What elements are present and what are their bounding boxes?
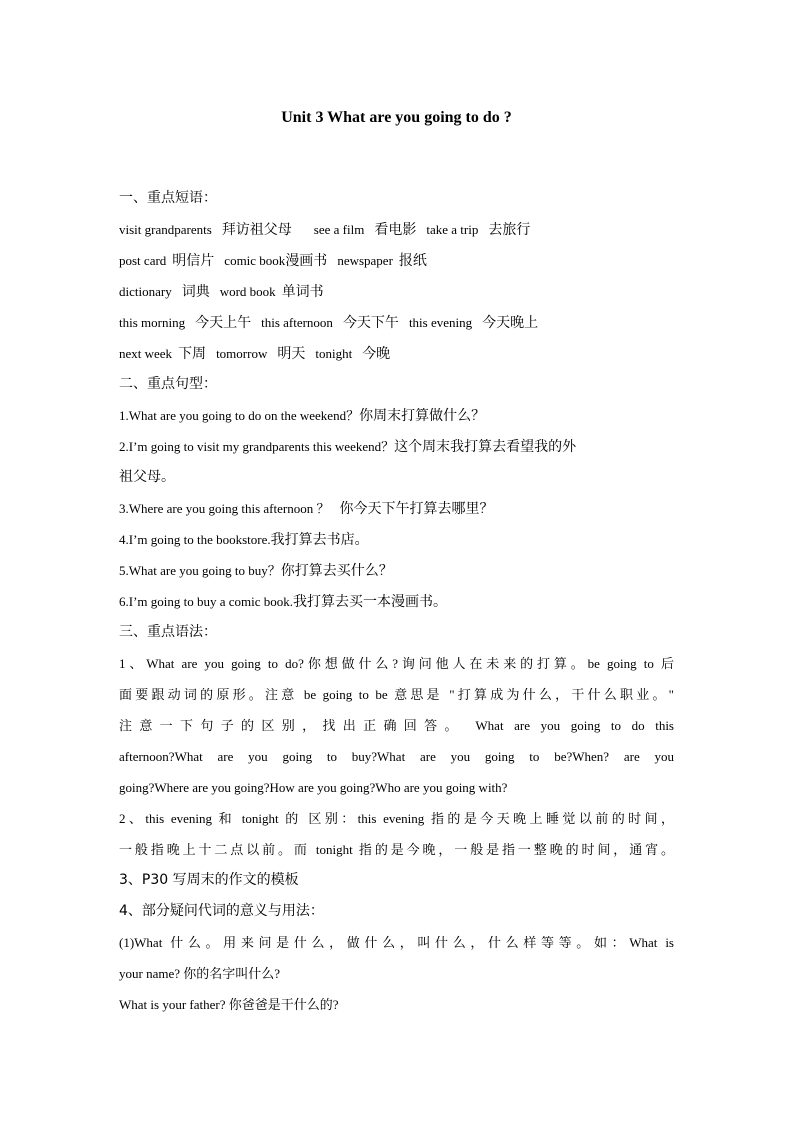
phrase-zh: 漫画书 [285, 253, 328, 269]
phrase-en: tonight [315, 346, 353, 361]
phrase-en: dictionary [119, 284, 172, 299]
phrase-en: visit grandparents [119, 222, 212, 237]
sentence-en: 4.I’m going to the bookstore. [119, 532, 271, 547]
phrase-zh: 词典 [181, 284, 210, 300]
section-heading-sentences: 二、重点句型： [119, 376, 217, 392]
phrase-row-5 [119, 338, 674, 369]
sentence-en: 3.Where are you going this afternoon ？ [119, 501, 330, 516]
sentence-zh: 你周末打算做什么？ [359, 408, 486, 424]
phrase-zh: 今晚 [362, 346, 391, 362]
phrase-en: take a trip [426, 222, 479, 237]
grammar-3: 3、P30 写周末的作文的模板 [119, 872, 299, 888]
phrase-zh: 拜访祖父母 [221, 222, 292, 238]
sentence-3 [119, 493, 674, 524]
phrase-row-1 [119, 214, 674, 245]
grammar-4: 4、部分疑问代词的意义与用法： [119, 903, 324, 919]
phrase-en: post card [119, 253, 167, 268]
phrase-en: this evening [408, 315, 473, 330]
sentence-5 [119, 555, 674, 586]
sentence-en: 1.What are you going to do on the weekend？ [119, 408, 360, 423]
phrase-en: word book [219, 284, 276, 299]
grammar-1-line-4: afternoon?What are you going to buy?What are you going to be?When? are you [119, 749, 674, 764]
sentence-en: 6.I’m going to buy a comic book. [119, 594, 294, 609]
document-title: Unit 3 What are you going to do ? [281, 109, 512, 126]
sentence-1 [119, 400, 674, 431]
grammar-1-line-5: going?Where are you going?How are you going?Who are you going with? [119, 780, 508, 795]
sentence-4 [119, 524, 674, 555]
sentence-2-continued: 祖父母。 [119, 469, 175, 485]
phrase-en: this morning [119, 315, 186, 330]
phrase-row-3 [119, 276, 674, 307]
grammar-4-1-line-2: your name? 你的名字叫什么? [119, 966, 281, 981]
phrase-row-2 [119, 245, 674, 276]
phrase-zh: 今天下午 [342, 315, 399, 331]
sentence-zh: 你打算去买什么？ [280, 563, 393, 579]
phrase-zh: 报纸 [398, 253, 427, 269]
grammar-2-line-2: 一般指晚上十二点以前。而 tonight 指的是今晚，一般是指一整晚的时间，通宵。 [119, 842, 674, 857]
sentence-6 [119, 586, 674, 617]
sentence-en: 5.What are you going to buy？ [119, 563, 281, 578]
phrase-en: comic book [224, 253, 286, 268]
grammar-1-line-1: 1、What are you going to do?你想做什么?询问他人在未来的打算。be going to 后 [119, 656, 674, 671]
sentence-zh: 我打算去书店。 [270, 532, 369, 548]
phrase-en: next week [119, 346, 173, 361]
phrase-en: see a film [313, 222, 365, 237]
grammar-4-1-line-1: (1)What 什么。用来问是什么，做什么，叫什么，什么样等等。如：What is [119, 935, 674, 950]
phrase-zh: 今天晚上 [482, 315, 539, 331]
phrase-zh: 下周 [178, 346, 207, 362]
document-body [119, 183, 674, 1020]
phrase-zh: 去旅行 [488, 222, 531, 238]
sentence-zh: 你今天下午打算去哪里？ [339, 501, 494, 517]
phrase-row-4 [119, 307, 674, 338]
sentence-zh: 我打算去买一本漫画书。 [293, 594, 448, 610]
grammar-1-line-3: 注意一下句子的区别，找出正确回答。 What are you going to do this [119, 718, 674, 733]
phrase-zh: 今天上午 [195, 315, 252, 331]
phrase-zh: 明天 [277, 346, 306, 362]
phrase-zh: 单词书 [281, 284, 324, 300]
phrase-en: newspaper [337, 253, 393, 268]
grammar-1-line-2: 面要跟动词的原形。注意 be going to be 意思是 "打算成为什么，干什么职业。" [119, 687, 674, 702]
sentence-en: 2.I’m going to visit my grandparents this weekend？ [119, 439, 395, 454]
phrase-en: tomorrow [216, 346, 268, 361]
grammar-2-line-1: 2、this evening 和 tonight 的 区别：this evening 指的是今天晚上睡觉以前的时间， [119, 811, 674, 826]
phrase-zh: 看电影 [374, 222, 417, 238]
sentence-zh: 这个周末我打算去看望我的外 [394, 439, 577, 455]
phrase-en: this afternoon [261, 315, 333, 330]
phrase-zh: 明信片 [172, 253, 215, 269]
section-heading-phrases: 一、重点短语： [119, 190, 217, 206]
section-heading-grammar: 三、重点语法： [119, 624, 217, 640]
grammar-4-1-line-3: What is your father? 你爸爸是干什么的? [119, 997, 339, 1012]
sentence-2 [119, 431, 674, 462]
